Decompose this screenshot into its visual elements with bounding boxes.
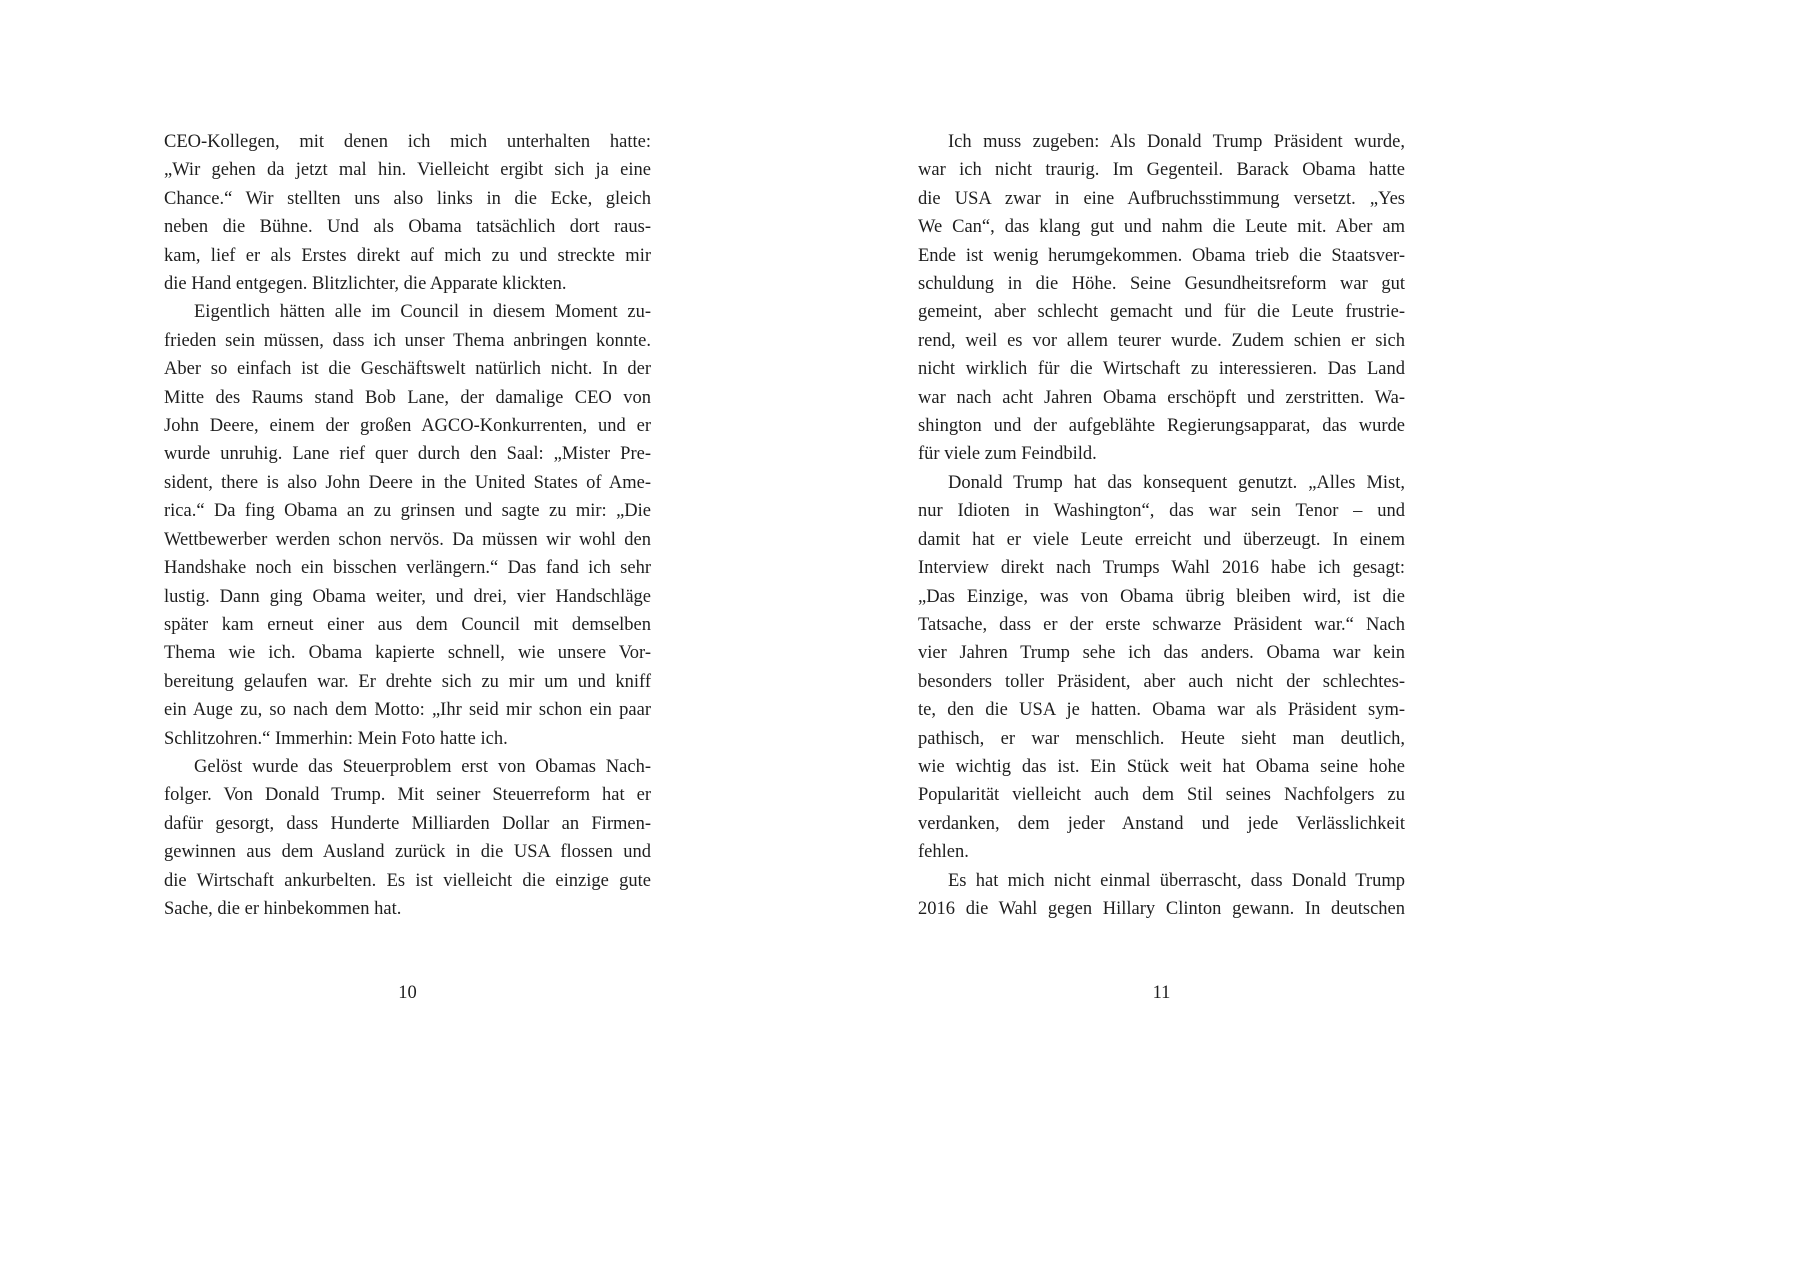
- text-line: fehlen.: [918, 842, 969, 863]
- text-line: sident, there is also John Deere in the United States of Ame-: [164, 472, 651, 493]
- text-line: neben die Bühne. Und als Obama tatsächlich dort raus-: [164, 217, 651, 238]
- text-line: Sache, die er hinbekommen hat.: [164, 898, 402, 919]
- text-line: folger. Von Donald Trump. Mit seiner Steuerreform hat er: [164, 785, 651, 806]
- text-line: war ich nicht traurig. Im Gegenteil. Barack Obama hatte: [918, 160, 1405, 181]
- text-line: besonders toller Präsident, aber auch nicht der schlechtes-: [918, 671, 1405, 692]
- page-body: [164, 128, 651, 923]
- page-left: [164, 128, 651, 1088]
- text-line: Chance.“ Wir stellten uns also links in die Ecke, gleich: [164, 188, 651, 209]
- text-line: schuldung in die Höhe. Seine Gesundheitsreform war gut: [918, 274, 1405, 295]
- text-line: kam, lief er als Erstes direkt auf mich zu und streckte mir: [164, 245, 651, 266]
- text-line: „Das Einzige, was von Obama übrig bleiben wird, ist die: [918, 586, 1405, 607]
- text-line: gewinnen aus dem Ausland zurück in die USA flossen und: [164, 842, 651, 863]
- text-line: pathisch, er war menschlich. Heute sieht man deutlich,: [918, 728, 1405, 749]
- page-body: [918, 128, 1405, 923]
- text-line: 2016 die Wahl gegen Hillary Clinton gewann. In deutschen: [918, 898, 1405, 919]
- text-line: die Hand entgegen. Blitzlichter, die Apparate klickten.: [164, 274, 567, 295]
- text-line: Popularität vielleicht auch dem Stil seines Nachfolgers zu: [918, 785, 1405, 806]
- paragraph: [164, 753, 651, 923]
- text-line: Ich muss zugeben: Als Donald Trump Präsident wurde,: [948, 132, 1405, 152]
- text-line: war nach acht Jahren Obama erschöpft und zerstritten. Wa-: [918, 387, 1405, 408]
- text-line: Handshake noch ein bisschen verlängern.“ Das fand ich sehr: [164, 558, 651, 579]
- text-line: Wettbewerber werden schon nervös. Da müssen wir wohl den: [164, 529, 651, 550]
- text-line: rica.“ Da fing Obama an zu grinsen und sagte zu mir: „Die: [164, 501, 651, 522]
- text-line: Tatsache, dass er der erste schwarze Präsident war.“ Nach: [918, 614, 1405, 635]
- text-line: Thema wie ich. Obama kapierte schnell, wie unsere Vor-: [164, 643, 651, 664]
- text-line: die Wirtschaft ankurbelten. Es ist vielleicht die einzige gute: [164, 870, 651, 891]
- paragraph: [918, 469, 1405, 867]
- text-line: damit hat er viele Leute erreicht und überzeugt. In einem: [918, 529, 1405, 550]
- page-number-right: 11: [1152, 983, 1171, 1003]
- paragraph: [918, 867, 1405, 924]
- text-line: CEO-Kollegen, mit denen ich mich unterhalten hatte:: [164, 132, 651, 152]
- text-line: Aber so einfach ist die Geschäftswelt natürlich nicht. In der: [164, 359, 651, 380]
- text-line: lustig. Dann ging Obama weiter, und drei, vier Handschläge: [164, 586, 651, 607]
- text-line: Gelöst wurde das Steuerproblem erst von Obamas Nach-: [194, 756, 651, 777]
- text-line: „Wir gehen da jetzt mal hin. Vielleicht ergibt sich ja eine: [164, 160, 651, 181]
- paragraph: [164, 128, 651, 298]
- text-line: Donald Trump hat das konsequent genutzt. „Alles Mist,: [948, 472, 1405, 493]
- text-line: shington und der aufgeblähte Regierungsapparat, das wurde: [918, 416, 1405, 437]
- paragraph: [164, 298, 651, 753]
- text-line: nur Idioten in Washington“, das war sein Tenor – und: [918, 501, 1405, 522]
- text-line: rend, weil es vor allem teurer wurde. Zudem schien er sich: [918, 330, 1405, 351]
- text-line: für viele zum Feindbild.: [918, 444, 1097, 465]
- text-line: We Can“, das klang gut und nahm die Leute mit. Aber am: [918, 217, 1405, 238]
- text-line: wurde unruhig. Lane rief quer durch den Saal: „Mister Pre-: [164, 444, 651, 465]
- text-line: dafür gesorgt, dass Hunderte Milliarden Dollar an Firmen-: [164, 813, 651, 834]
- text-line: die USA zwar in eine Aufbruchsstimmung versetzt. „Yes: [918, 188, 1405, 209]
- text-line: Es hat mich nicht einmal überrascht, dass Donald Trump: [948, 870, 1405, 891]
- text-line: wie wichtig das ist. Ein Stück weit hat Obama seine hohe: [918, 756, 1405, 777]
- page-number-left: 10: [398, 983, 417, 1003]
- text-line: Ende ist wenig herumgekommen. Obama trieb die Staatsver-: [918, 245, 1405, 266]
- text-line: gemeint, aber schlecht gemacht und für die Leute frustrie-: [918, 302, 1405, 323]
- page-right: [918, 128, 1405, 1088]
- text-line: frieden sein müssen, dass ich unser Thema anbringen konnte.: [164, 330, 651, 351]
- text-line: bereitung gelaufen war. Er drehte sich zu mir um und kniff: [164, 671, 651, 692]
- text-line: verdanken, dem jeder Anstand und jede Verlässlichkeit: [918, 813, 1405, 834]
- text-line: Mitte des Raums stand Bob Lane, der damalige CEO von: [164, 387, 651, 408]
- text-line: Eigentlich hätten alle im Council in diesem Moment zu-: [194, 302, 651, 323]
- text-line: John Deere, einem der großen AGCO-Konkurrenten, und er: [164, 416, 651, 437]
- paragraph: [918, 128, 1405, 469]
- text-line: te, den die USA je hatten. Obama war als Präsident sym-: [918, 700, 1405, 721]
- text-line: später kam erneut einer aus dem Council mit demselben: [164, 614, 651, 635]
- text-line: ein Auge zu, so nach dem Motto: „Ihr seid mir schon ein paar: [164, 700, 651, 721]
- text-line: Schlitzohren.“ Immerhin: Mein Foto hatte ich.: [164, 728, 508, 749]
- text-line: vier Jahren Trump sehe ich das anders. Obama war kein: [918, 643, 1405, 664]
- text-line: nicht wirklich für die Wirtschaft zu interessieren. Das Land: [918, 359, 1405, 380]
- text-line: Interview direkt nach Trumps Wahl 2016 habe ich gesagt:: [918, 558, 1405, 579]
